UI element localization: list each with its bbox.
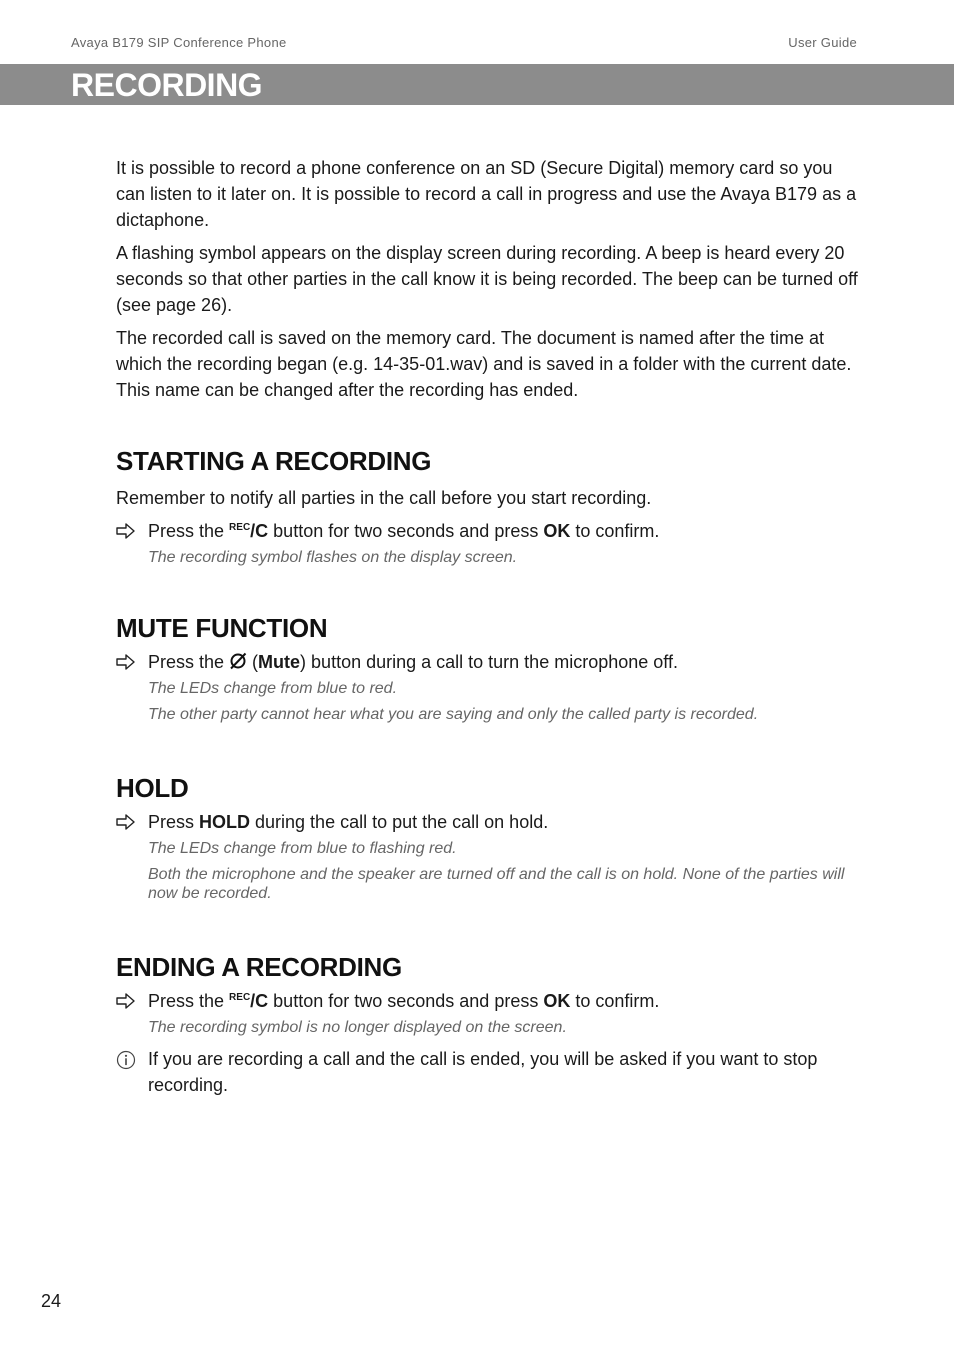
running-header-guide: User Guide bbox=[788, 35, 857, 50]
ending-note: The recording symbol is no longer displayed on the screen. bbox=[148, 1019, 567, 1036]
mute-step-open: ( bbox=[247, 652, 259, 672]
starting-step-ok: OK bbox=[543, 521, 571, 541]
hold-section bbox=[116, 772, 861, 903]
hold-step-post: during the call to put the call on hold. bbox=[250, 812, 549, 832]
ending-section bbox=[116, 951, 861, 1098]
mute-step-pre: Press the bbox=[148, 652, 230, 672]
chapter-title: RECORDING bbox=[71, 67, 263, 103]
mute-note-1: The LEDs change from blue to red. bbox=[148, 680, 398, 697]
mute-section bbox=[116, 612, 861, 724]
hold-step-pre: Press bbox=[148, 812, 200, 832]
running-header-title: Avaya B179 SIP Conference Phone bbox=[71, 35, 287, 50]
mute-step-post: ) button during a call to turn the microphone off. bbox=[300, 652, 678, 672]
hold-note-1: The LEDs change from blue to flashing red. bbox=[148, 840, 457, 857]
starting-text: Remember to notify all parties in the call before you start recording. bbox=[116, 488, 652, 508]
info-icon bbox=[116, 1050, 136, 1070]
mute-note-2: The other party cannot hear what you are saying and only the called party is recorded. bbox=[148, 706, 759, 723]
ending-info bbox=[116, 1046, 861, 1098]
arrow-right-icon bbox=[116, 814, 136, 830]
ending-step bbox=[116, 988, 861, 1014]
starting-step-pre: Press the bbox=[148, 521, 230, 541]
starting-step-c-key: /C bbox=[250, 521, 269, 541]
arrow-right-icon bbox=[116, 654, 136, 670]
hold-step-bold: HOLD bbox=[199, 812, 251, 832]
ending-step-post: to confirm. bbox=[570, 991, 660, 1011]
hold-heading: HOLD bbox=[116, 773, 189, 803]
mute-step-bold: Mute bbox=[258, 652, 301, 672]
mute-step bbox=[116, 649, 861, 675]
intro-paragraph-3: The recorded call is saved on the memory card. The document is named after the time at which the recording began (e.g. 14-35-01.wav) and is saved in a folder with the current date. This name can be changed after the recording has ended. bbox=[116, 328, 852, 400]
rec-label: REC bbox=[229, 522, 251, 533]
hold-step bbox=[116, 809, 861, 835]
starting-note: The recording symbol flashes on the display screen. bbox=[148, 549, 518, 566]
mute-heading: MUTE FUNCTION bbox=[116, 613, 328, 643]
starting-step-post: to confirm. bbox=[570, 521, 660, 541]
intro-paragraph-1: It is possible to record a phone conference on an SD (Secure Digital) memory card so you can listen to it later on. It is possible to record a call in progress and use the Avaya B179 as a dictaphone. bbox=[116, 158, 857, 230]
hold-note-2: Both the microphone and the speaker are turned off and the call is on hold. None of the parties will now be recorded. bbox=[148, 866, 845, 902]
intro-section bbox=[116, 155, 861, 410]
rec-label: REC bbox=[229, 992, 251, 1003]
ending-info-text: If you are recording a call and the call is ended, you will be asked if you want to stop recording. bbox=[148, 1049, 818, 1095]
ending-step-c-key: /C bbox=[250, 991, 269, 1011]
mute-icon bbox=[229, 652, 247, 670]
starting-step bbox=[116, 518, 861, 544]
arrow-right-icon bbox=[116, 523, 136, 539]
arrow-right-icon bbox=[116, 993, 136, 1009]
ending-step-ok: OK bbox=[543, 991, 571, 1011]
page-number: 24 bbox=[41, 1291, 62, 1311]
starting-section bbox=[116, 445, 861, 567]
ending-heading: ENDING A RECORDING bbox=[116, 952, 402, 982]
intro-paragraph-2: A flashing symbol appears on the display screen during recording. A beep is heard every 20 seconds so that other parties in the call know it is being recorded. The beep can be turned off (see page 26). bbox=[116, 243, 858, 315]
ending-step-mid: button for two seconds and press bbox=[268, 991, 544, 1011]
ending-step-pre: Press the bbox=[148, 991, 230, 1011]
starting-heading: STARTING A RECORDING bbox=[116, 446, 432, 476]
starting-step-mid: button for two seconds and press bbox=[268, 521, 544, 541]
chapter-title-bar bbox=[0, 64, 954, 105]
